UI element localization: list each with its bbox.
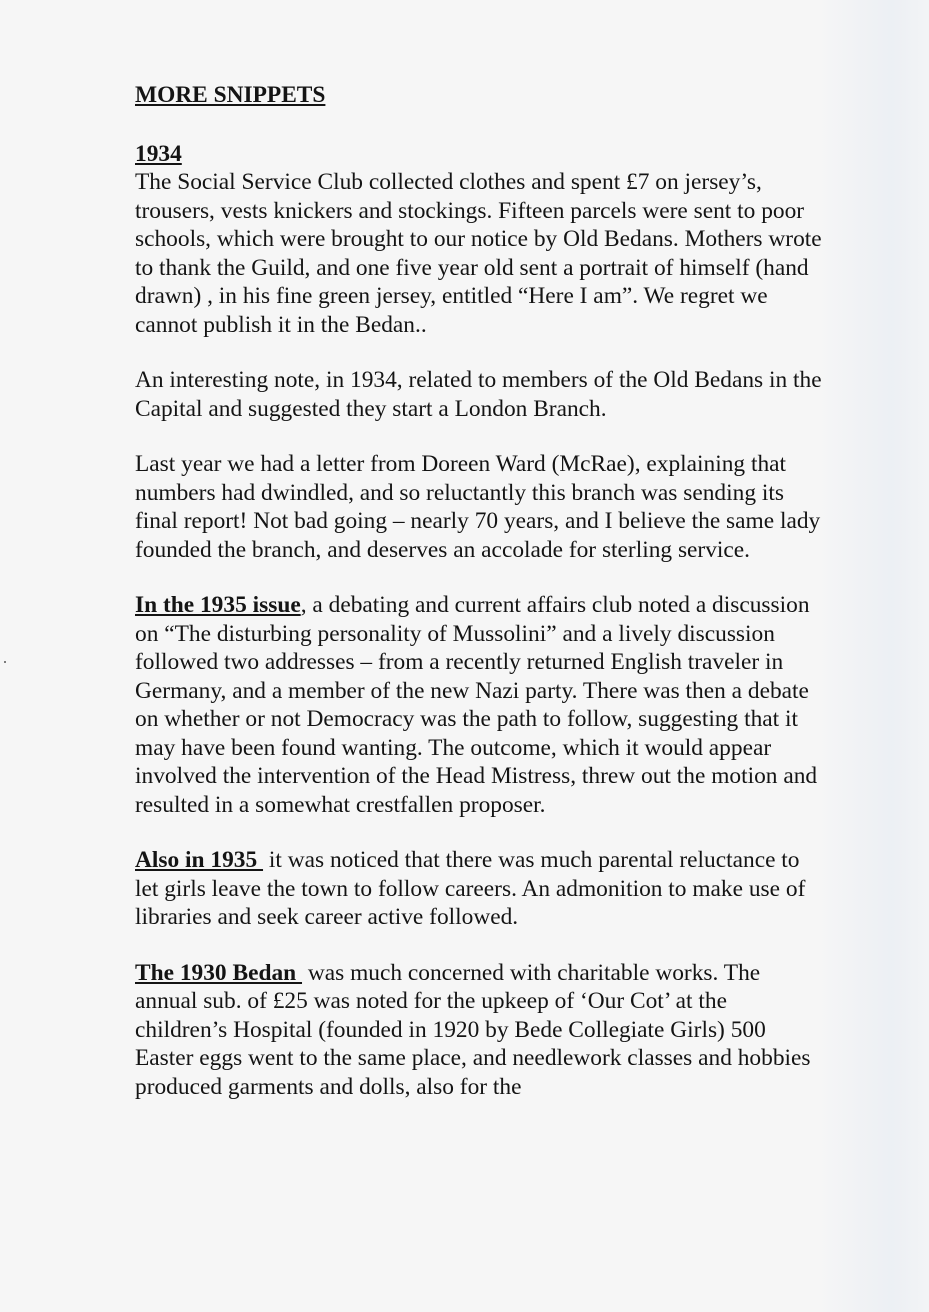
paragraph-1935-lead: In the 1935 issue xyxy=(135,592,301,618)
paragraph-1930-bedan xyxy=(135,959,825,1102)
paragraph-final-report: Last year we had a letter from Doreen Ward (McRae), explaining that numbers had dwindled, and so reluctantly this branch was sending its final report! Not bad going – nearly 70 years, and I believe the same lady founded the branch, and deserves an accolade for sterling service. xyxy=(135,451,821,563)
scan-speck xyxy=(4,661,6,663)
page-title: MORE SNIPPETS xyxy=(135,82,326,108)
paragraph-1935-body: , a debating and current affairs club noted a discussion on “The disturbing personality of Mussolini” and a lively discussion followed two addresses – from a recently returned English traveler in Germany, and a member of the new Nazi party. There was then a debate on whether or not Democracy was the path to follow, suggesting that it may have been found wanting. The outcome, which it would appear involved the intervention of the Head Mistress, threw out the motion and resulted in a somewhat crestfallen proposer. xyxy=(135,592,818,818)
paragraph-1930-lead: The 1930 Bedan xyxy=(135,959,303,986)
paragraph-also-body: it was noticed that there was much parental reluctance to let girls leave the town to follow careers. An admonition to make use of libraries and seek career active followed. xyxy=(135,847,806,930)
paragraph-1934: The Social Service Club collected clothes and spent £7 on jersey’s, trousers, vests knickers and stockings. Fifteen parcels were sent to poor schools, which were brought to our notice by Old Bedans. Mothers wrote to thank the Guild, and one five year old sent a portrait of himself (hand drawn) , in his fine green jersey, entitled “Here I am”. We regret we cannot publish it in the Bedan.. xyxy=(135,169,822,338)
paragraph-also-lead: Also in 1935 xyxy=(135,847,264,873)
year-heading: 1934 xyxy=(135,141,182,167)
document-body xyxy=(135,80,825,1101)
paragraph-1930-body: was much concerned with charitable works. The annual sub. of £25 was noted for the upkeep of ‘Our Cot’ at the children’s Hospital (founded in 1920 by Bede Collegiate Girls) 500 Easter eggs went to the same place, and needlework classes and hobbies produced garments and dolls, also for the xyxy=(135,959,811,1100)
paragraph-also-1935 xyxy=(135,846,825,932)
paragraph-1935-issue xyxy=(135,591,825,819)
paragraph-london-branch: An interesting note, in 1934, related to members of the Old Bedans in the Capital and suggested they start a London Branch. xyxy=(135,367,822,422)
